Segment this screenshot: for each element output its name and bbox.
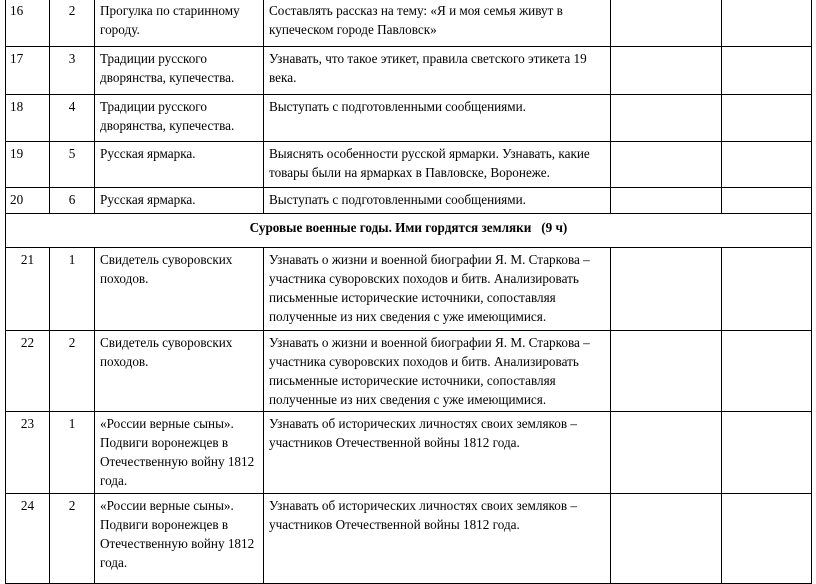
topic-lesson-number: 6 <box>50 188 95 214</box>
lesson-activity: Узнавать об исторических личностях своих земляков – участников Отечественной войны 1812 года. <box>264 494 611 584</box>
lesson-topic: Прогулка по старинному городу. <box>95 0 264 47</box>
empty-cell <box>722 142 812 188</box>
lesson-topic: Традиции русского дворянства, купечества. <box>95 47 264 95</box>
empty-cell <box>722 95 812 142</box>
lesson-topic: Свидетель суворовских походов. <box>95 248 264 331</box>
lesson-number: 16 <box>6 0 50 47</box>
table-row <box>6 412 812 494</box>
topic-lesson-number: 2 <box>50 331 95 412</box>
lesson-number: 18 <box>6 95 50 142</box>
topic-lesson-number: 5 <box>50 142 95 188</box>
lesson-activity: Узнавать, что такое этикет, правила светского этикета 19 века. <box>264 47 611 95</box>
empty-cell <box>611 248 722 331</box>
lesson-activity: Узнавать о жизни и военной биографии Я. М. Старкова – участника суворовских походов и битв. Анализировать письменные исторические источники, сопоставляя полученные из них сведения с уже имеющимися. <box>264 248 611 331</box>
table-row <box>6 494 812 584</box>
table-row <box>6 248 812 331</box>
lesson-number: 24 <box>6 494 50 584</box>
lesson-activity: Выступать с подготовленными сообщениями. <box>264 188 611 214</box>
table-row <box>6 0 812 47</box>
table-row <box>6 142 812 188</box>
empty-cell <box>722 331 812 412</box>
topic-lesson-number: 2 <box>50 494 95 584</box>
empty-cell <box>611 0 722 47</box>
topic-lesson-number: 2 <box>50 0 95 47</box>
empty-cell <box>611 412 722 494</box>
lesson-topic: «России верные сыны». Подвиги воронежцев в Отечественную войну 1812 года. <box>95 494 264 584</box>
lesson-topic: Свидетель суворовских походов. <box>95 331 264 412</box>
lesson-number: 20 <box>6 188 50 214</box>
topic-lesson-number: 1 <box>50 412 95 494</box>
empty-cell <box>722 47 812 95</box>
section-title: Суровые военные годы. Ими гордятся земляки (9 ч) <box>6 214 812 248</box>
topic-lesson-number: 3 <box>50 47 95 95</box>
table-row <box>6 47 812 95</box>
lesson-topic: Русская ярмарка. <box>95 142 264 188</box>
empty-cell <box>722 494 812 584</box>
empty-cell <box>722 248 812 331</box>
table-row <box>6 331 812 412</box>
lesson-activity: Выяснять особенности русской ярмарки. Узнавать, какие товары были на ярмарках в Павловске, Воронеже. <box>264 142 611 188</box>
curriculum-table <box>5 0 812 584</box>
lesson-topic: Русская ярмарка. <box>95 188 264 214</box>
topic-lesson-number: 4 <box>50 95 95 142</box>
lesson-number: 19 <box>6 142 50 188</box>
table-row <box>6 188 812 214</box>
topic-lesson-number: 1 <box>50 248 95 331</box>
lesson-topic: Традиции русского дворянства, купечества. <box>95 95 264 142</box>
lesson-activity: Узнавать об исторических личностях своих земляков – участников Отечественной войны 1812 года. <box>264 412 611 494</box>
lesson-activity: Выступать с подготовленными сообщениями. <box>264 95 611 142</box>
lesson-activity: Узнавать о жизни и военной биографии Я. М. Старкова – участника суворовских походов и битв. Анализировать письменные исторические источники, сопоставляя полученные из них сведения с уже имеющимися. <box>264 331 611 412</box>
lesson-number: 23 <box>6 412 50 494</box>
empty-cell <box>611 142 722 188</box>
lesson-number: 17 <box>6 47 50 95</box>
empty-cell <box>722 412 812 494</box>
empty-cell <box>722 0 812 47</box>
section-row <box>6 214 812 248</box>
table-row <box>6 95 812 142</box>
lesson-topic: «России верные сыны». Подвиги воронежцев в Отечественную войну 1812 года. <box>95 412 264 494</box>
empty-cell <box>722 188 812 214</box>
lesson-number: 21 <box>6 248 50 331</box>
empty-cell <box>611 494 722 584</box>
empty-cell <box>611 47 722 95</box>
lesson-activity: Составлять рассказ на тему: «Я и моя семья живут в купеческом городе Павловск» <box>264 0 611 47</box>
empty-cell <box>611 95 722 142</box>
empty-cell <box>611 188 722 214</box>
lesson-number: 22 <box>6 331 50 412</box>
empty-cell <box>611 331 722 412</box>
